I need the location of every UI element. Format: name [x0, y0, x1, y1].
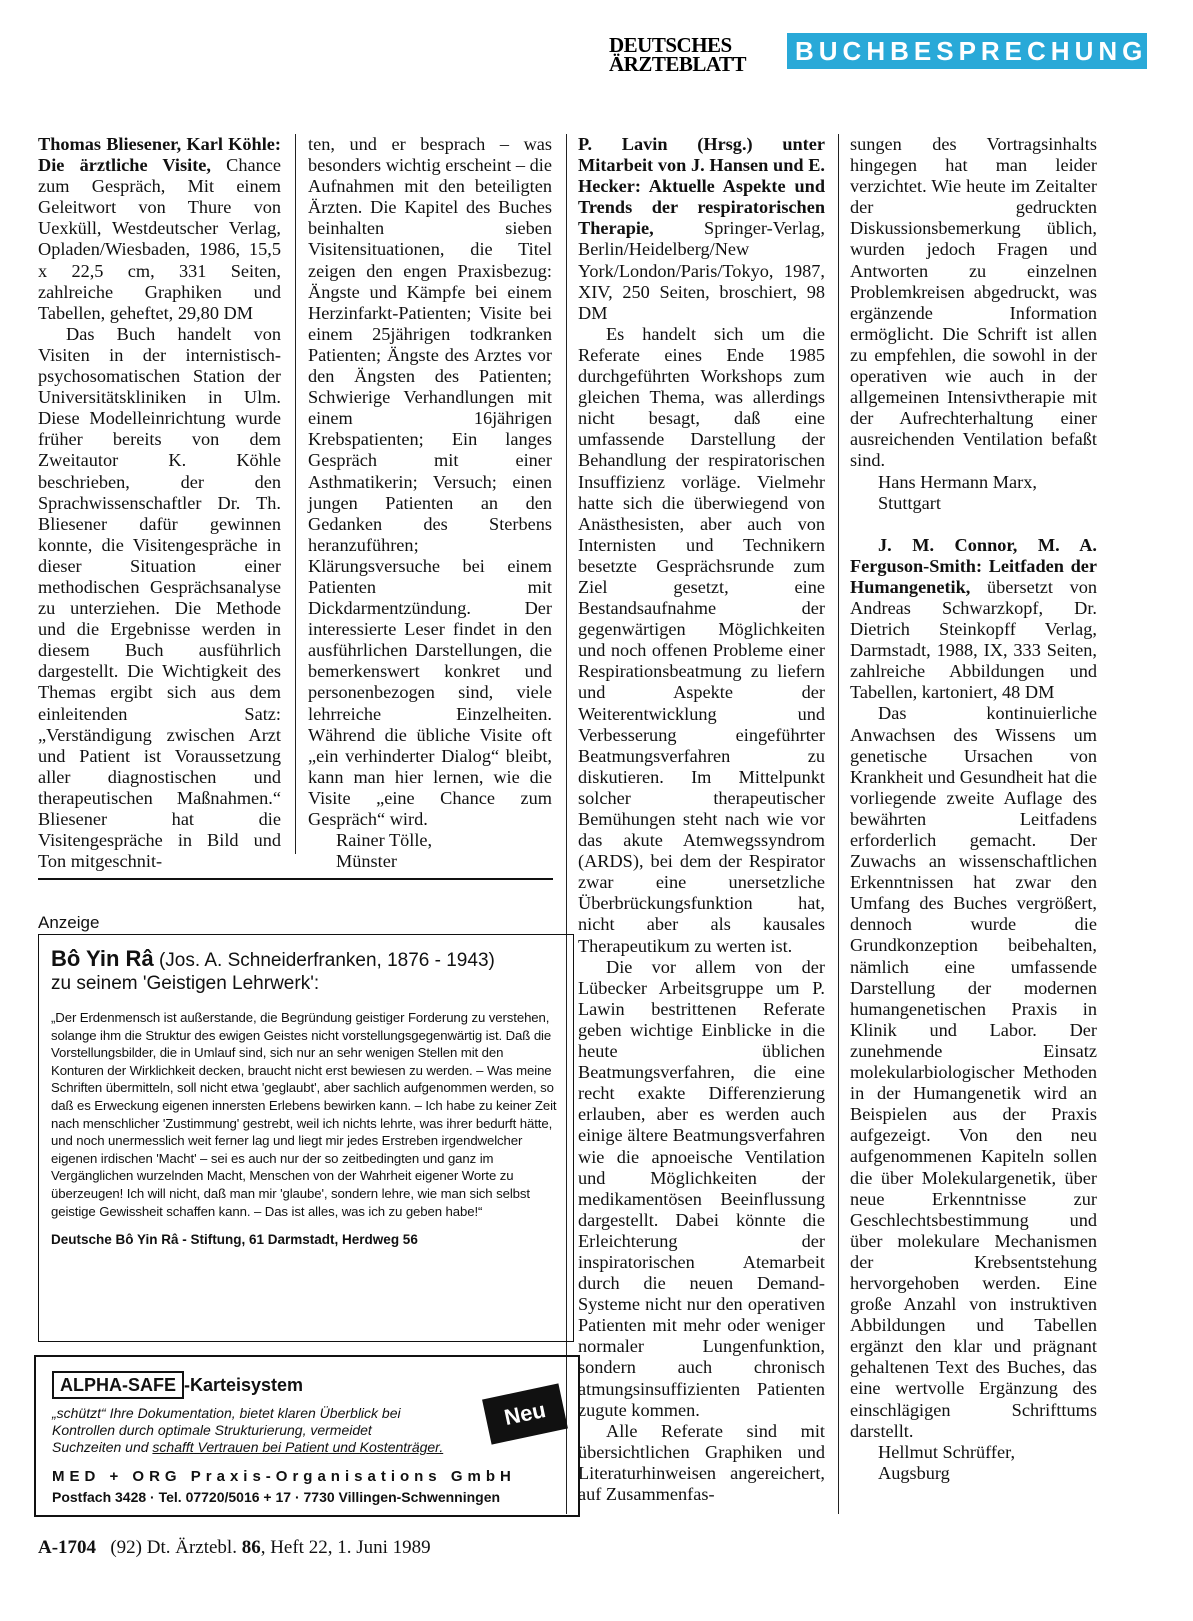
ad-label: Anzeige	[38, 913, 100, 932]
ad2-company: MED + ORG Praxis-Organisations GmbH	[52, 1468, 516, 1485]
ad2-address: Postfach 3428 · Tel. 07720/5016 + 17 · 7730 Villingen-Schwenningen	[52, 1489, 501, 1505]
review1-header-rest: Chance zum Gespräch, Mit einem Geleitwort von Thure von Uexküll, Westdeutscher Verlag, Opladen/Wiesbaden, 1986, 15,5 x 22,5 cm, 331 Seiten, zahlreiche Graphiken und Tabellen, geheftet, 29,80 DM	[38, 155, 281, 323]
footer-volume: 86	[241, 1537, 261, 1558]
review2-signature-name: Hans Hermann Marx,	[878, 471, 1037, 492]
page-number: A-1704	[38, 1537, 97, 1558]
review1-body-col2: ten, und er besprach – was besonders wichtig erscheint – die Aufnahmen mit den beteiligten Ärzten. Die Kapitel des Buches beinhalten sieben Visitensituationen, die Titel zeigen den engen Praxisbezug: Ängste und Kämpfe bei einem Herzinfarkt-Patienten; Visite bei einem 25jährigen todkranken Patienten; Ängste des Arztes vor den Ängsten des Patienten; Schwierige Verhandlungen mit einem 16jährigen Krebspatienten; Ein langes Gespräch mit einer Asthmatikerin; Versuch; einen jungen Patienten an den Gedanken des Sterbens heranzuführen; Klärungsversuche bei einem Patienten mit Dickdarmentzündung. Der interessierte Leser findet in den ausführlichen Darstellungen, die bemerkenswert konkret und personenbezogen sind, viele lehrreiche Einzelheiten. Während die übliche Visite oft „ein verhinderter Dialog“ bleibt, kann man hier lernen, wie die Visite „eine Chance zum Gespräch“ wird.	[308, 134, 552, 829]
masthead-line2: ÄRZTEBLATT	[609, 52, 746, 76]
review2-para3-cont: sungen des Vortragsinhalts hingegen hat man leider verzichtet. Wie heute im Zeitalter der gedruckten Diskussionsbemerkung üblich, wurden jedoch Fragen und Antworten zu einzelnen Problemkreisen abgedruckt, was ergänzende Information ermöglicht. Die Schrift ist allen zu empfehlen, die sowohl in der operativen wie auch in der allgemeinen Intensivtherapie mit der Aufrechterhaltung einer ausreichenden Ventilation befaßt sind.	[850, 134, 1097, 471]
review1-body-col1: Das Buch handelt von Visiten in der internistisch-psychosomatischen Station der Universitätskliniken in Ulm. Diese Modelleinrichtung wurde früher bereits von dem Zweitautor K. Köhle beschrieben, der den Sprachwissenschaftler Dr. Th. Bliesener dafür gewinnen konnte, die Visitengespräche in dieser Situation einer methodischen Gesprächsanalyse zu unterziehen. Die Methode und die Ergebnisse werden in diesem Buch ausführlich dargestellt. Die Wichtigkeit des Themas ergibt sich aus dem einleitenden Satz: „Verständigung zwischen Arzt und Patient ist Voraussetzung aller diagnostischen und therapeutischen Maßnahmen.“ Bliesener hat die Visitengespräche in Bild und Ton mitgeschnit-	[38, 323, 281, 872]
ad1-name: Bô Yin Râ	[51, 946, 154, 971]
review1-header	[38, 134, 281, 324]
ad2-line2: Kontrollen durch optimale Strukturierung, vermeidet	[52, 1422, 372, 1438]
review2-header-rest: Springer-Verlag, Berlin/Heidelberg/New York/London/Paris/Tokyo, 1987, XIV, 250 Seiten, broschiert, 98 DM	[578, 218, 825, 323]
review2-signature	[850, 472, 1097, 514]
ad2-line3-a: Suchzeiten und	[52, 1439, 153, 1455]
ad1-name-detail: (Jos. A. Schneiderfranken, 1876 - 1943)	[158, 950, 495, 971]
ad2-line3	[52, 1439, 564, 1456]
ad2-brand-box: ALPHA-SAFE	[52, 1371, 184, 1399]
review2-para2: Die vor allem von der Lübecker Arbeitsgruppe um P. Lawin bestrittenen Referate geben wichtige Einblicke in die heute üblichen Beatmungsverfahren, die eine recht exakte Differenzierung erlauben, aber es werden auch einige ältere Beatmungsverfahren wie die apnoeische Ventilation und Möglichkeiten der medikamentösen Beeinflussung dargestellt. Dabei könnte die Erleichterung der inspiratorischen Atemarbeit durch die neuen Demand-Systeme nicht nur den operativen Patienten mit mehr oder weniger normaler Lungenfunktion, sondern auch chronisch atmungsinsuffizienten Patienten zugute kommen.	[578, 956, 825, 1420]
review2-para1: Es handelt sich um die Referate eines Ende 1985 durchgeführten Workshops zum gleichen Thema, was allerdings nicht besagt, daß eine umfassende Darstellung der Behandlung der respiratorischen Insuffizienz vorläge. Vielmehr hatte sich die überwiegend von Anästhesisten, aber auch von Internisten und Technikern besetzte Gesprächsrunde zum Ziel gesetzt, eine Bestandsaufnahme der gegenwärtigen Möglichkeiten und noch offenen Probleme einer Respirationsbeatmung zu liefern und Aspekte der Weiterentwicklung und Verbesserung eingeführter Beatmungsverfahren zu diskutieren. Im Mittelpunkt solcher therapeutischer Bemühungen steht nach wie vor das akute Atemwegssyndrom (ARDS), bei dem der Respirator zwar eine unersetzliche Überbrückungsfunktion hat, nicht aber als kausales Therapeutikum zu werten ist.	[578, 323, 825, 956]
section-banner: BUCHBESPRECHUNGEN	[787, 33, 1147, 69]
ad1-subtitle: zu seinem 'Geistigen Lehrwerk':	[51, 973, 320, 994]
spacer	[850, 514, 1097, 535]
column-3	[578, 134, 825, 1505]
ad1-footer: Deutsche Bô Yin Râ - Stiftung, 61 Darmstadt, Herdweg 56	[51, 1232, 418, 1248]
ad2-title	[52, 1371, 564, 1399]
review2-para3: Alle Referate sind mit übersichtlichen Graphiken und Literaturhinweisen angereichert, auf Zusammenfas-	[578, 1420, 825, 1504]
footer-citation-b: , Heft 22, 1. Juni 1989	[260, 1537, 431, 1558]
review3-signature	[850, 1442, 1097, 1484]
ad-bo-yin-ra	[38, 934, 574, 1342]
review1-header-bold: Thomas Bliesener, Karl Köhle: Die ärztliche Visite,	[38, 134, 281, 176]
column-2	[308, 134, 552, 872]
masthead-logo	[609, 33, 760, 76]
review1-signature-city: Münster	[336, 851, 397, 872]
review3-header	[850, 535, 1097, 704]
ad2-line1: „schützt“ Ihre Dokumentation, bietet klaren Überblick bei	[52, 1405, 401, 1421]
column-divider-1	[295, 134, 296, 854]
column-1	[38, 134, 281, 872]
masthead-line1: DEUTSCHES	[609, 33, 732, 57]
review3-header-rest: übersetzt von Andreas Schwarzkopf, Dr. Dietrich Steinkopff Verlag, Darmstadt, 1988, IX, 333 Seiten, zahlreiche Abbildungen und Tabellen, kartoniert, 48 DM	[850, 576, 1097, 703]
ad2-line3-b: schafft Vertrauen bei Patient und Kostenträger.	[152, 1439, 444, 1455]
ad1-quote: „Der Erdenmensch ist außerstande, die Begründung geistiger Forderung zu verstehen, solange ihm die Struktur des ewigen Geistes nicht vorstellungsgegenwärtig ist. Daß die Vorstellungsbilder, die in Umlauf sind, sich nur an sehr wenigen Stellen mit den Konturen der Wirklichkeit decken, braucht nicht erst bewiesen zu werden. – Was meine Schriften übermitteln, soll nicht etwa 'geglaubt', aber sachlich aufgenommen werden, so daß es Erweckung eigenen innersten Erlebens bewirken kann. – Ich habe zu keiner Zeit nach menschlicher 'Zustimmung' gestrebt, weil ich nichts lehrte, was ihrer bedurft hätte, und noch unermesslich weit ferner lag und liegt mir jedes Erstreben irgendwelcher eigenen irdischen 'Macht' – sei es auch nur der so zeitbedingten und ganz im Vergänglichen wurzelnden Macht, Menschen von der Wahrheit eigener Worte zu überzeugen! Ich will nicht, daß man mir 'glaube', sondern lehre, wie man sich selbst geistige Gewissheit schaffen kann. – Das ist alles, was ich zu geben habe!“	[51, 1010, 557, 1219]
review1-signature-name: Rainer Tölle,	[336, 830, 433, 851]
ad2-title-suffix: -Karteisystem	[184, 1375, 304, 1395]
ad1-heading	[51, 947, 559, 995]
review2-header-bold: P. Lavin (Hrsg.) unter Mitarbeit von J. Hansen und E. Hecker: Aktuelle Aspekte und Trends der respiratorischen Therapie,	[578, 134, 825, 239]
review3-para1: Das kontinuierliche Anwachsen des Wissens um genetische Ursachen von Krankheit und Gesundheit hat die vorliegende zweite Auflage des bewährten Leitfadens erforderlich gemacht. Der Zuwachs an wissenschaftlichen Erkenntnissen hat zwar den Umfang des Buches vergrößert, dennoch wurde die Grundkonzeption beibehalten, nämlich eine umfassende Darstellung der modernen humangenetischen Praxis in Klinik und Labor. Der zunehmende Einsatz molekularbiologischer Methoden in der Humangenetik wird an Beispielen aus der Praxis aufgezeigt. Von den neu aufgenommenen Kapiteln sollen die über Molekulargenetik, über neue Erkenntnisse zur Geschlechtsbestimmung und über molekulare Mechanismen der Krebsentstehung hervorgehoben werden. Eine große Anzahl von instruktiven Abbildungen und Tabellen ergänzt den klar und prägnant gehaltenen Text des Buches, das eine wertvolle Ergänzung des einschlägigen Schrifttums darstellt.	[850, 703, 1097, 1441]
review2-header	[578, 134, 825, 324]
column-4	[850, 134, 1097, 1484]
review2-signature-city: Stuttgart	[878, 492, 941, 513]
review3-signature-city: Augsburg	[878, 1462, 950, 1483]
ad-separator-rule	[38, 878, 553, 880]
footer-citation-a: (92) Dt. Ärztebl.	[110, 1537, 242, 1558]
review1-signature	[308, 830, 552, 872]
column-divider-3	[838, 134, 839, 1514]
review3-header-bold: J. M. Connor, M. A. Ferguson-Smith: Leitfaden der Humangenetik,	[850, 534, 1097, 597]
page-footer	[38, 1537, 431, 1559]
ad2-new-badge: Neu	[482, 1383, 568, 1444]
ad-alpha-safe	[34, 1355, 580, 1517]
review3-signature-name: Hellmut Schrüffer,	[878, 1441, 1016, 1462]
